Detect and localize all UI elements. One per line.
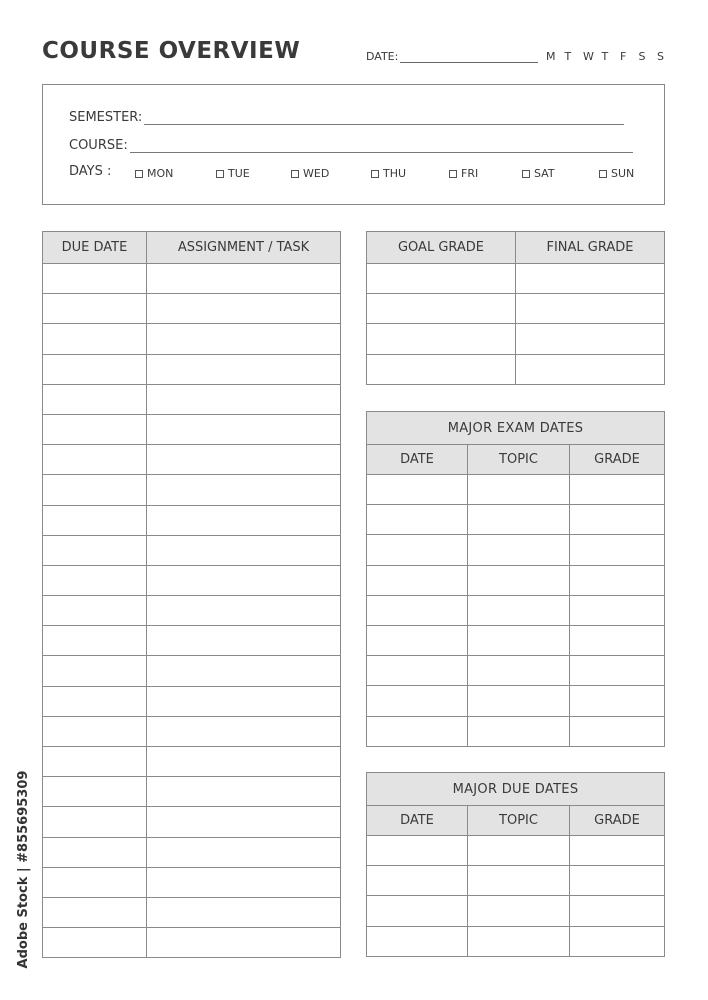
table-header-row	[367, 232, 665, 264]
blank-cell[interactable]	[570, 505, 665, 535]
table-row	[367, 535, 665, 565]
blank-cell[interactable]	[147, 505, 341, 535]
checkbox-icon[interactable]	[522, 170, 530, 178]
table-row	[367, 866, 665, 896]
weekday-wed[interactable]: W	[583, 50, 594, 63]
blank-cell[interactable]	[570, 535, 665, 565]
table-row	[43, 596, 341, 626]
table-header-row	[367, 806, 665, 836]
blank-cell[interactable]	[516, 264, 665, 294]
blank-cell[interactable]	[43, 928, 147, 958]
table-row	[43, 535, 341, 565]
blank-cell[interactable]	[468, 836, 570, 866]
blank-cell[interactable]	[43, 747, 147, 777]
goal-grade-header: GOAL GRADE	[367, 232, 516, 264]
table-row	[367, 686, 665, 716]
day-label: SAT	[534, 167, 555, 180]
day-label: THU	[383, 167, 407, 180]
blank-cell[interactable]	[468, 686, 570, 716]
blank-cell[interactable]	[468, 656, 570, 686]
table-row	[43, 324, 341, 354]
blank-cell[interactable]	[516, 294, 665, 324]
blank-cell[interactable]	[43, 807, 147, 837]
blank-cell[interactable]	[147, 354, 341, 384]
blank-cell[interactable]	[468, 866, 570, 896]
table-row	[367, 716, 665, 746]
blank-cell[interactable]	[43, 354, 147, 384]
date-label: DATE:	[366, 50, 399, 63]
exam-dates-table	[366, 411, 665, 747]
exam-grade-header: GRADE	[570, 445, 665, 475]
blank-cell[interactable]	[43, 294, 147, 324]
table-row	[43, 867, 341, 897]
blank-cell[interactable]	[43, 324, 147, 354]
blank-cell[interactable]	[147, 565, 341, 595]
day-checkbox-tue[interactable]	[216, 167, 250, 180]
table-caption-row	[367, 412, 665, 445]
checkbox-icon[interactable]	[291, 170, 299, 178]
final-grade-header: FINAL GRADE	[516, 232, 665, 264]
blank-cell[interactable]	[147, 686, 341, 716]
checkbox-icon[interactable]	[371, 170, 379, 178]
table-row	[367, 656, 665, 686]
due-date-header: DUE DATE	[43, 232, 147, 264]
blank-cell[interactable]	[147, 807, 341, 837]
due-grade-header: GRADE	[570, 806, 665, 836]
semester-label: SEMESTER:	[69, 110, 143, 125]
blank-cell[interactable]	[468, 595, 570, 625]
blank-cell[interactable]	[43, 837, 147, 867]
table-row	[43, 716, 341, 746]
weekday-selector	[546, 50, 676, 63]
grade-table	[366, 231, 665, 385]
blank-cell[interactable]	[516, 324, 665, 354]
blank-cell[interactable]	[147, 475, 341, 505]
blank-cell[interactable]	[367, 505, 468, 535]
table-row	[43, 686, 341, 716]
table-row	[43, 897, 341, 927]
table-row	[367, 505, 665, 535]
day-label: WED	[303, 167, 330, 180]
assignment-header: ASSIGNMENT / TASK	[147, 232, 341, 264]
blank-cell[interactable]	[516, 354, 665, 384]
blank-cell[interactable]	[367, 625, 468, 655]
weekday-fri[interactable]: F	[620, 50, 627, 63]
blank-cell[interactable]	[147, 535, 341, 565]
blank-cell[interactable]	[570, 686, 665, 716]
table-row	[367, 324, 665, 354]
checkbox-icon[interactable]	[599, 170, 607, 178]
blank-cell[interactable]	[43, 897, 147, 927]
blank-cell[interactable]	[147, 837, 341, 867]
blank-cell[interactable]	[43, 414, 147, 444]
blank-cell[interactable]	[570, 625, 665, 655]
blank-cell[interactable]	[147, 445, 341, 475]
table-row	[367, 896, 665, 926]
blank-cell[interactable]	[147, 294, 341, 324]
blank-cell[interactable]	[367, 686, 468, 716]
blank-cell[interactable]	[468, 625, 570, 655]
blank-cell[interactable]	[468, 505, 570, 535]
blank-cell[interactable]	[570, 866, 665, 896]
table-row	[367, 475, 665, 505]
stock-watermark	[13, 760, 33, 985]
blank-cell[interactable]	[43, 656, 147, 686]
blank-cell[interactable]	[43, 264, 147, 294]
table-row	[43, 384, 341, 414]
exam-dates-title: MAJOR EXAM DATES	[367, 412, 665, 445]
blank-cell[interactable]	[43, 535, 147, 565]
blank-cell[interactable]	[147, 777, 341, 807]
blank-cell[interactable]	[468, 896, 570, 926]
blank-cell[interactable]	[43, 716, 147, 746]
blank-cell[interactable]	[570, 595, 665, 625]
table-row	[43, 626, 341, 656]
blank-cell[interactable]	[367, 926, 468, 956]
table-caption-row	[367, 773, 665, 806]
table-header-row	[43, 232, 341, 264]
blank-cell[interactable]	[43, 505, 147, 535]
day-label: TUE	[228, 167, 250, 180]
table-row	[43, 807, 341, 837]
table-row	[43, 505, 341, 535]
due-dates-title: MAJOR DUE DATES	[367, 773, 665, 806]
blank-cell[interactable]	[43, 475, 147, 505]
weekday-tue[interactable]: T	[564, 50, 572, 63]
exam-topic-header: TOPIC	[468, 445, 570, 475]
blank-cell[interactable]	[147, 928, 341, 958]
blank-cell[interactable]	[43, 867, 147, 897]
table-row	[43, 777, 341, 807]
course-info-box	[42, 84, 665, 205]
blank-cell[interactable]	[570, 896, 665, 926]
blank-cell[interactable]	[367, 324, 516, 354]
table-header-row	[367, 445, 665, 475]
blank-cell[interactable]	[570, 836, 665, 866]
day-checkbox-sun[interactable]	[599, 167, 634, 180]
table-row	[367, 595, 665, 625]
day-checkbox-thu[interactable]	[371, 167, 406, 180]
table-row	[43, 445, 341, 475]
table-row	[43, 414, 341, 444]
days-row	[69, 164, 111, 179]
blank-cell[interactable]	[367, 294, 516, 324]
date-field[interactable]	[366, 50, 538, 63]
blank-cell[interactable]	[43, 384, 147, 414]
blank-cell[interactable]	[367, 264, 516, 294]
table-row	[367, 354, 665, 384]
semester-field[interactable]	[69, 110, 624, 125]
table-row	[43, 294, 341, 324]
table-row	[43, 475, 341, 505]
blank-cell[interactable]	[147, 656, 341, 686]
blank-cell[interactable]	[43, 565, 147, 595]
blank-cell[interactable]	[43, 626, 147, 656]
blank-cell[interactable]	[570, 926, 665, 956]
table-row	[43, 565, 341, 595]
day-label: SUN	[611, 167, 635, 180]
blank-cell[interactable]	[147, 384, 341, 414]
blank-cell[interactable]	[367, 866, 468, 896]
weekday-sun[interactable]: S	[657, 50, 664, 63]
table-row	[43, 928, 341, 958]
weekday-mon[interactable]: M	[546, 50, 556, 63]
checkbox-icon[interactable]	[216, 170, 224, 178]
table-row	[43, 656, 341, 686]
day-checkbox-wed[interactable]	[291, 167, 329, 180]
table-row	[43, 264, 341, 294]
blank-cell[interactable]	[468, 565, 570, 595]
table-row	[367, 294, 665, 324]
blank-cell[interactable]	[570, 716, 665, 746]
table-row	[367, 264, 665, 294]
blank-cell[interactable]	[570, 565, 665, 595]
blank-cell[interactable]	[43, 596, 147, 626]
table-row	[367, 836, 665, 866]
blank-cell[interactable]	[468, 535, 570, 565]
blank-cell[interactable]	[367, 535, 468, 565]
table-row	[367, 926, 665, 956]
due-dates-table	[366, 772, 665, 957]
blank-cell[interactable]	[147, 897, 341, 927]
course-line[interactable]	[130, 141, 633, 153]
blank-cell[interactable]	[147, 747, 341, 777]
blank-cell[interactable]	[147, 626, 341, 656]
blank-cell[interactable]	[367, 354, 516, 384]
course-label: COURSE:	[69, 138, 128, 153]
blank-cell[interactable]	[468, 926, 570, 956]
blank-cell[interactable]	[367, 836, 468, 866]
day-label: MON	[147, 167, 174, 180]
exam-date-header: DATE	[367, 445, 468, 475]
blank-cell[interactable]	[570, 475, 665, 505]
weekday-thu[interactable]: T	[601, 50, 609, 63]
blank-cell[interactable]	[147, 596, 341, 626]
blank-cell[interactable]	[367, 565, 468, 595]
table-row	[367, 625, 665, 655]
checkbox-icon[interactable]	[449, 170, 457, 178]
blank-cell[interactable]	[147, 324, 341, 354]
blank-cell[interactable]	[43, 445, 147, 475]
day-label: FRI	[461, 167, 479, 180]
blank-cell[interactable]	[367, 595, 468, 625]
page-title: COURSE OVERVIEW	[42, 38, 301, 64]
blank-cell[interactable]	[43, 777, 147, 807]
blank-cell[interactable]	[468, 475, 570, 505]
blank-cell[interactable]	[147, 264, 341, 294]
blank-cell[interactable]	[367, 656, 468, 686]
blank-cell[interactable]	[367, 475, 468, 505]
date-line[interactable]	[400, 52, 538, 63]
blank-cell[interactable]	[147, 867, 341, 897]
due-date-header: DATE	[367, 806, 468, 836]
blank-cell[interactable]	[147, 414, 341, 444]
table-row	[43, 837, 341, 867]
table-row	[367, 565, 665, 595]
due-topic-header: TOPIC	[468, 806, 570, 836]
blank-cell[interactable]	[43, 686, 147, 716]
table-row	[43, 747, 341, 777]
table-row	[43, 354, 341, 384]
semester-line[interactable]	[144, 113, 624, 125]
blank-cell[interactable]	[570, 656, 665, 686]
checkbox-icon[interactable]	[135, 170, 143, 178]
blank-cell[interactable]	[147, 716, 341, 746]
day-checkbox-fri[interactable]	[449, 167, 478, 180]
day-checkbox-sat[interactable]	[522, 167, 555, 180]
day-checkbox-mon[interactable]	[135, 167, 173, 180]
weekday-sat[interactable]: S	[638, 50, 646, 63]
blank-cell[interactable]	[468, 716, 570, 746]
assignment-table	[42, 231, 341, 958]
blank-cell[interactable]	[367, 896, 468, 926]
course-field[interactable]	[69, 138, 633, 153]
blank-cell[interactable]	[367, 716, 468, 746]
watermark-text: Adobe Stock | #855695309	[16, 770, 31, 969]
days-label: DAYS :	[69, 164, 112, 179]
